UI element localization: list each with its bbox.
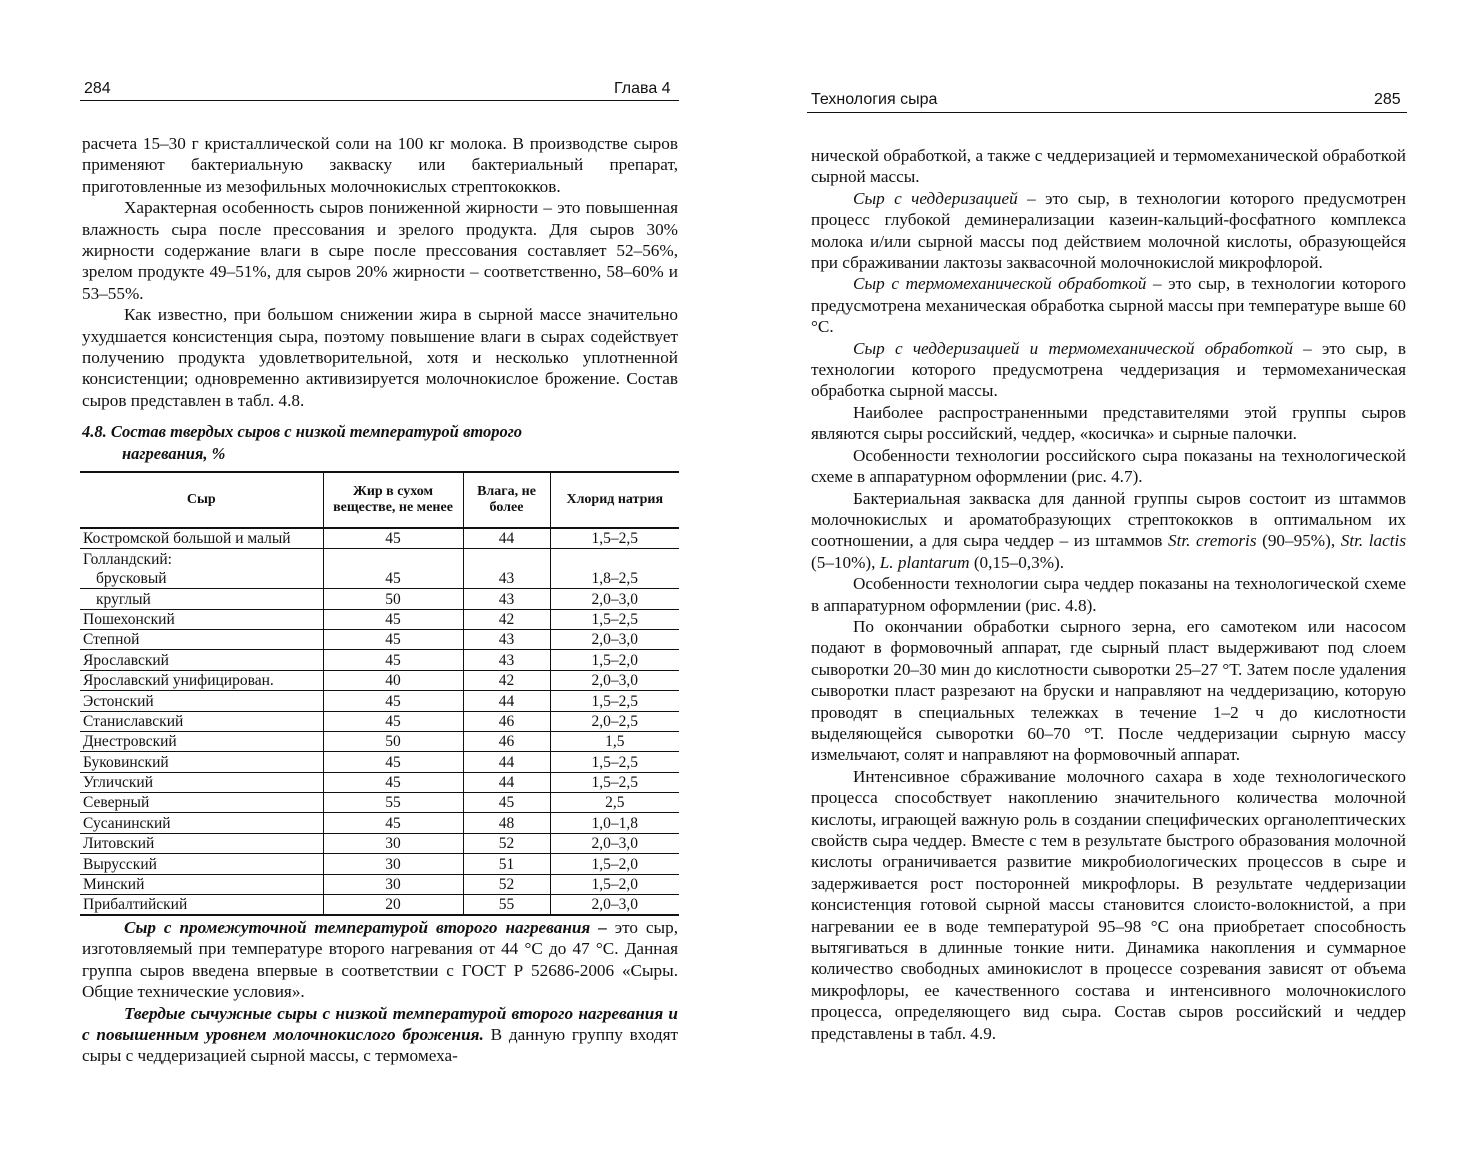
value-cell: 2,0–2,5 [550,711,679,731]
paragraph: Как известно, при большом снижении жира в сырной массе значительно ухудшается консистенция сыра, поэтому повышение влаги в сырах содействует получению продукта удовлетворительной, хотя и несколько уплотненной консистенции; одновременно активизируется молочнокислое брожение. Состав сыров представлен в табл. 4.8. [82,305,678,410]
value-cell [323,549,463,569]
cheese-name-cell: Прибалтийский [80,895,323,916]
value-cell: 1,5–2,0 [550,874,679,894]
table-row [80,772,679,792]
left-header-rule [80,100,679,101]
strain-name: Str. lactis [1340,531,1407,551]
cheese-name-cell: Ярославский унифицирован. [80,670,323,690]
value-cell: 45 [323,752,463,772]
right-running-head: Технология сыра [811,91,938,108]
cheese-name-cell: Литовский [80,833,323,853]
paragraph-text: это сыр, изготовляемый при температуре второго нагревания от 44 °С до 47 °С. Данная группа сыров введена впервые в соответствии с ГОСТ Р 52686-2006 «Сыры. Общие технические условия». [82,918,678,1002]
strain-name: L. plantarum [879,552,970,572]
column-header: Влага, не более [463,472,550,528]
value-cell: 45 [323,691,463,711]
value-cell: 50 [323,731,463,751]
value-cell: 1,5–2,0 [550,650,679,670]
cheese-composition-table [80,471,679,916]
paragraph [811,273,1406,337]
value-cell: 45 [323,569,463,589]
value-cell: 20 [323,895,463,916]
table-row [80,793,679,813]
paragraph: Особенности технологии российского сыра показаны на технологической схеме в аппаратурном оформлении (рис. 4.7). [811,445,1406,487]
value-cell: 45 [323,528,463,549]
term: Сыр с промежуточной температурой второго нагревания – [124,918,607,937]
value-cell: 2,5 [550,793,679,813]
paragraph: По окончании обработки сырного зерна, его самотеком или насосом подают в формовочный аппарат, где сырный пласт выдерживают под слоем сыворотки 20–30 мин до кислотности сыворотки 25–27 °Т. Затем после удаления сыворотки пласт разрезают на бруски и направляют на чеддеризацию, которую проводят в специальных тележках в течение 1–2 ч до кислотности выделяющейся сыворотки 60–70 °Т. После чеддеризации сырную массу измельчают, солят и направляют на формовочный аппарат. [811,616,1406,765]
table-row [80,650,679,670]
value-cell: 2,0–3,0 [550,895,679,916]
cheese-name-cell: Голландский: [83,550,172,568]
column-header: Жир в сухом веществе, не менее [323,472,463,528]
table-caption [82,421,678,465]
cheese-name-cell: Вырусский [80,854,323,874]
table-row [80,833,679,853]
value-cell: 44 [463,772,550,792]
value-cell: 1,5–2,5 [550,691,679,711]
value-cell: 2,0–3,0 [550,670,679,690]
value-cell: 1,5–2,5 [550,752,679,772]
value-cell: 1,5–2,5 [550,609,679,629]
table-row [80,629,679,649]
value-cell: 1,5–2,0 [550,854,679,874]
value-cell: 45 [323,711,463,731]
left-bottom-text [82,917,678,1067]
cheese-name-cell: Пошехонский [80,609,323,629]
strain-name: Str. cremoris [1168,531,1257,551]
value-cell: 45 [323,629,463,649]
value-cell: 55 [323,793,463,813]
cheese-name-cell: брусковый [80,569,323,589]
table-row [80,569,679,589]
table-row [80,589,679,609]
cheese-name-cell: Днестровский [80,731,323,751]
left-intro-text [82,133,678,411]
table-header-row [80,472,679,528]
value-cell: 43 [463,589,550,609]
value-cell: 45 [323,772,463,792]
table-row [80,670,679,690]
paragraph: Интенсивное сбраживание молочного сахара в ходе технологического процесса способствует накоплению значительного количества молочной кислоты, играющей важную роль в создании специфических органолептических свойств сыра чеддер. Вместе с тем в результате быстрого образования молочной кислоты ограничивается развитие микробиологических процессов в сыре и задерживается рост посторонней микрофлоры. В результате чеддеризации консистенция готовой сырной массы становится слоисто-волокнистой, а при нагревании ее в воде температурой 95–98 °С она приобретает способность вытягиваться в длинные тонкие нити. Динамика накопления и суммарное количество свободных аминокислот в процессе созревания зависят от объема микрофлоры, ее качественного состава и интенсивного молочнокислого процесса, определяющего вид сыра. Состав сыров российский и чеддер представлены в табл. 4.9. [811,766,1406,1043]
paragraph-text: это сыр, в технологии которого предусмотрен процесс глубокой деминерализации казеин-кальций-фосфатного комплекса молока и/или сырной массы под действием молочной кислоты, образующейся при сбраживании лактозы заквасочной молочнокислой микрофлорой. [811,188,1406,273]
cheese-name-cell: Костромской большой и малый [80,528,323,549]
table-row [80,711,679,731]
value-cell: 45 [323,650,463,670]
table-row [80,752,679,772]
value-cell: 52 [463,833,550,853]
paragraph-text: это сыр, в технологии которого предусмотрена механическая обработка сырной массы при температуре выше 60 °С. [811,274,1406,337]
table-row [80,691,679,711]
cheese-name-cell: Минский [80,874,323,894]
term: Твердые сычужные сыры с низкой температурой второго нагревания и с повышенным уровнем молочнокислого брожения. [82,1003,678,1045]
cheese-name-cell: круглый [80,589,323,609]
cheese-name-cell: Буковинский [80,752,323,772]
column-header: Сыр [186,492,216,507]
paragraph: Характерная особенность сыров пониженной жирности – это повышенная влажность сыра после прессования и зрелого продукта. Для сыров 30% жирности содержание влаги в сыре после прессования составляет 52–56%, зрелом продукте 49–51%, для сыров 20% жирности – соответственно, 58–60% и 53–55%. [82,198,678,303]
paragraph: расчета 15–30 г кристаллической соли на 100 кг молока. В производстве сыров применяют бактериальную закваску или бактериальный препарат, приготовленные из мезофильных молочнокислых стрептококков. [82,134,678,196]
paragraph [82,917,678,1003]
value-cell: 1,5 [550,731,679,751]
column-header: Хлорид натрия [550,472,679,528]
left-page-number: 284 [84,80,111,97]
value-cell: 2,0–3,0 [550,833,679,853]
paragraph [811,488,1406,574]
value-cell: 44 [463,691,550,711]
value-cell: 50 [323,589,463,609]
value-cell: 51 [463,854,550,874]
cheese-name-cell: Станиславский [80,711,323,731]
value-cell: 46 [463,731,550,751]
value-cell: 2,0–3,0 [550,589,679,609]
value-cell: 1,5–2,5 [550,772,679,792]
value-cell: 43 [463,650,550,670]
paragraph [811,338,1406,402]
value-cell: 1,5–2,5 [550,528,679,549]
value-cell: 42 [463,609,550,629]
value-cell: 2,0–3,0 [550,629,679,649]
table-caption-line: 4.8. Состав твердых сыров с низкой температурой второго [82,422,523,441]
paragraph [811,188,1406,274]
paragraph-text: (90–95%), [1256,531,1341,551]
term: Сыр с чеддеризацией – [853,188,1036,208]
paragraph: нической обработкой, а также с чеддеризацией и термомеханической обработкой сырной массы. [811,146,1406,187]
value-cell: 44 [463,528,550,549]
cheese-name-cell: Сусанинский [80,813,323,833]
value-cell: 1,8–2,5 [550,569,679,589]
value-cell: 43 [463,569,550,589]
table-row [80,874,679,894]
paragraph-text: это сыр, в технологии которого предусмотрена чеддеризация и термомеханическая обработка сырной массы. [811,338,1407,401]
paragraph: Наиболее распространенными представителями этой группы сыров являются сыры российский, чеддер, «косичка» и сырные палочки. [811,402,1406,444]
term: Сыр с чеддеризацией и термомеханической обработкой – [853,338,1312,358]
value-cell: 45 [463,793,550,813]
right-body-text [811,145,1406,1044]
paragraph-text: Бактериальная закваска для данной группы сыров состоит из штаммов молочнокислых и ароматобразующих стрептококков в оптимальном их соотношении, а для сыра чеддер – из штаммов [811,488,1406,551]
table-row [80,895,679,916]
table-body [80,528,679,915]
value-cell [550,549,679,569]
paragraph-text: (5–10%), [811,552,880,572]
paragraph: Особенности технологии сыра чеддер показаны на технологической схеме в аппаратурном оформлении (рис. 4.8). [811,574,1406,615]
value-cell: 46 [463,711,550,731]
value-cell: 44 [463,752,550,772]
paragraph [82,1003,678,1067]
value-cell: 30 [323,833,463,853]
value-cell: 1,0–1,8 [550,813,679,833]
cheese-name-cell: Степной [80,629,323,649]
table-row [80,528,679,549]
right-page-number: 285 [1374,91,1401,108]
table-caption-line: нагревания, % [122,444,226,463]
value-cell: 30 [323,874,463,894]
table-row [80,731,679,751]
value-cell: 52 [463,874,550,894]
value-cell: 42 [463,670,550,690]
table-row [80,609,679,629]
paragraph-text: (0,15–0,3%). [969,552,1065,572]
value-cell: 40 [323,670,463,690]
left-running-head: Глава 4 [614,80,671,97]
table-row [80,854,679,874]
cheese-name-cell: Угличский [80,772,323,792]
cheese-name-cell: Северный [80,793,323,813]
value-cell: 45 [323,609,463,629]
table-row [80,549,679,569]
value-cell: 45 [323,813,463,833]
paragraph-text: В данную группу входят сыры с чеддеризацией сырной массы, с термомеха- [82,1025,678,1066]
value-cell: 30 [323,854,463,874]
value-cell [463,549,550,569]
value-cell: 43 [463,629,550,649]
right-header-rule [807,112,1407,113]
value-cell: 48 [463,813,550,833]
term: Сыр с термомеханической обработкой – [853,274,1162,294]
value-cell: 55 [463,895,550,916]
cheese-name-cell: Ярославский [80,650,323,670]
cheese-name-cell: Эстонский [80,691,323,711]
table-row [80,813,679,833]
